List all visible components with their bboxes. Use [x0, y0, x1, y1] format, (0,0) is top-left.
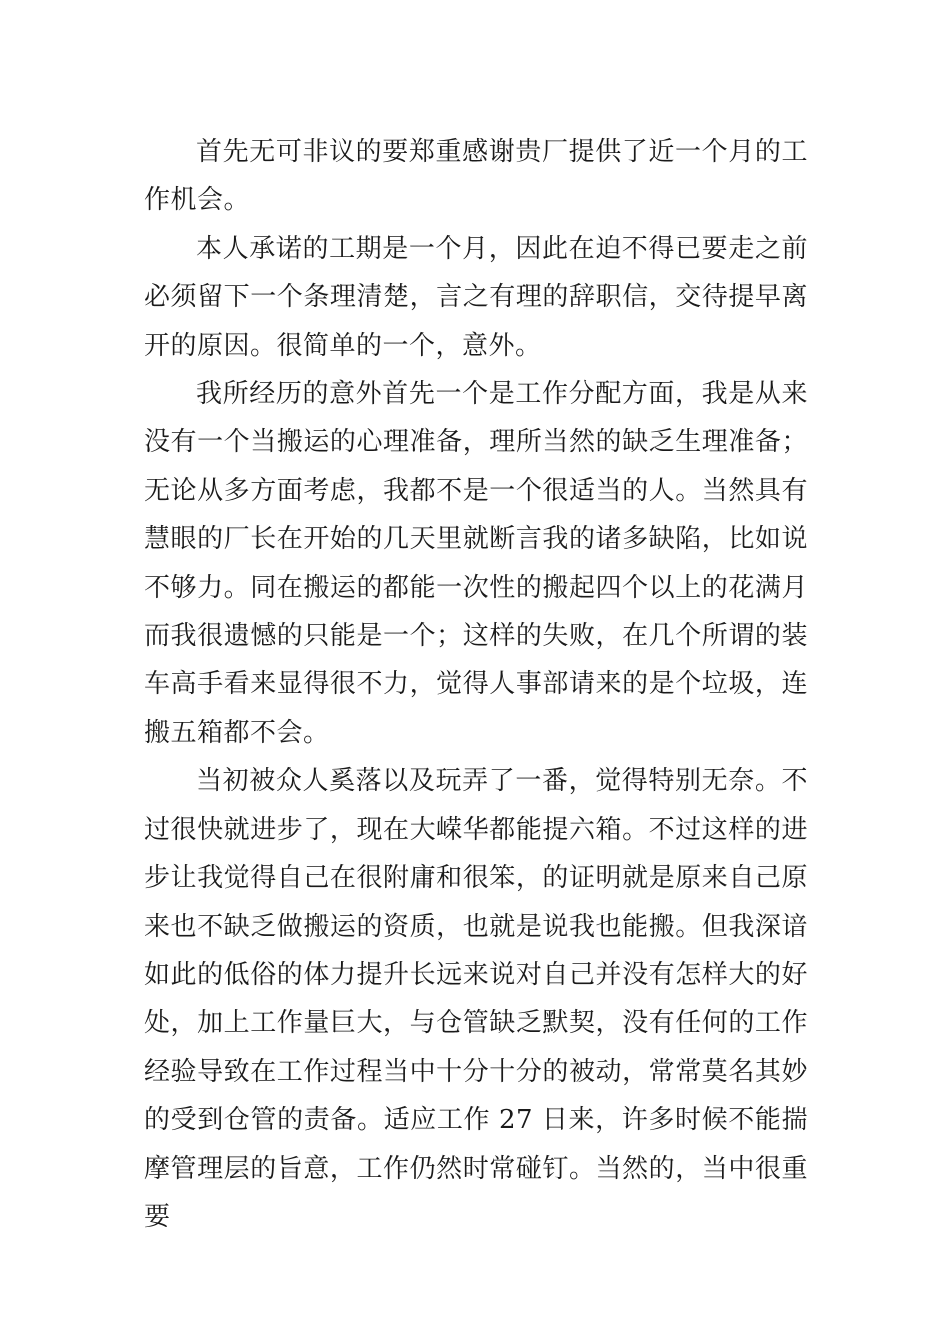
paragraph-1: 首先无可非议的要郑重感谢贵厂提供了近一个月的工作机会。 — [144, 137, 808, 216]
paragraph-4: 当初被众人奚落以及玩弄了一番，觉得特别无奈。不过很快就进步了，现在大嵘华都能提六箱。不过这样的进步让我觉得自己在很附庸和很笨，的证明就是原来自己原来也不缺乏做搬运的资质，也就是说我也能搬。但我深谙如此的低俗的体力提升长远来说对自己并没有怎样大的好处，加上工作量巨大，与仓管缺乏默契，没有任何的工作经验导致在工作过程当中十分十分的被动，常常莫名其妙的受到仓管的责备。适应工作 27 日来，许多时候不能揣摩管理层的旨意，工作仍然时常碰钉。当然的，当中很重要 — [144, 766, 808, 1232]
paragraph-3: 我所经历的意外首先一个是工作分配方面，我是从来没有一个当搬运的心理准备，理所当然的缺乏生理准备；无论从多方面考虑，我都不是一个很适当的人。当然具有慧眼的厂长在开始的几天里就断言我的诸多缺陷，比如说不够力。同在搬运的都能一次性的搬起四个以上的花满月而我很遗憾的只能是一个；这样的失败，在几个所谓的装车高手看来显得很不力，觉得人事部请来的是个垃圾，连搬五箱都不会。 — [144, 379, 808, 748]
paragraph-2: 本人承诺的工期是一个月，因此在迫不得已要走之前必须留下一个条理清楚，言之有理的辞职信，交待提早离开的原因。很简单的一个，意外。 — [144, 233, 808, 361]
letter-body — [144, 128, 808, 1241]
